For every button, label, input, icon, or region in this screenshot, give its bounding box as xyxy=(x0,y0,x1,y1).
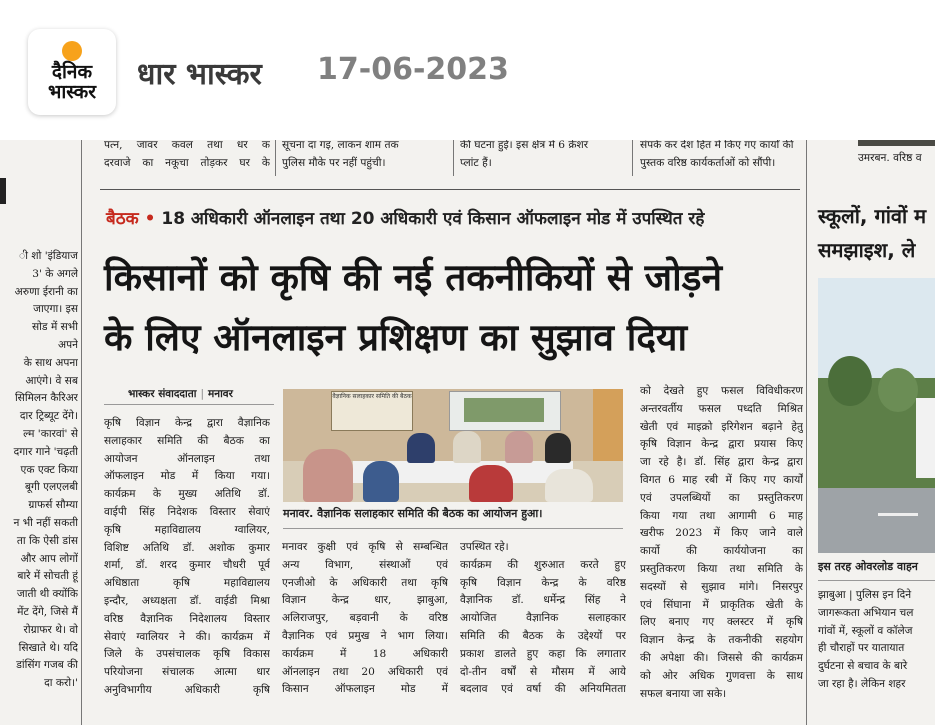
text-line: जिले के उपसंचालक कृषि विकास xyxy=(104,648,270,661)
article-column-1 xyxy=(104,415,270,700)
right-photo-caption: इस तरह ओवरलोड वाहन xyxy=(818,560,918,573)
snippet-line: पुस्तक वरिष्ठ कार्यकर्ताओं को सौंपी। xyxy=(640,156,776,169)
sun-icon xyxy=(62,41,82,61)
newspaper-page xyxy=(0,140,935,725)
text-line: के साथ अपना xyxy=(23,356,78,369)
text-line: उपस्थित रहे। xyxy=(460,541,509,553)
text-line: कार्यक्रम की शुरुआत करते हुए xyxy=(460,558,626,571)
text-line: जाएगा। इस xyxy=(33,303,78,316)
text-line: कार्यो की कार्ययोजना का xyxy=(640,545,803,558)
text-line: एक एक्ट किया xyxy=(20,463,78,476)
text-line: आयोजन ऑनलाइन तथा xyxy=(104,452,270,465)
byline-place: मनावर xyxy=(207,388,233,400)
column-divider xyxy=(81,140,82,725)
logo-text-line1: दैनिक xyxy=(51,61,93,83)
attendee xyxy=(545,433,571,463)
photo-caption: मनावर. वैज्ञानिक सलाहकार समिति की बैठक का आयोजन हुआ। xyxy=(283,507,543,520)
text-line: ता कि ऐसी डांस xyxy=(16,534,78,547)
top-snippet-2 xyxy=(282,140,448,173)
text-line: ऑफलाइन मोड में किया गया। xyxy=(104,470,270,483)
caption-rule xyxy=(283,528,623,529)
text-line: परियोजना संचालक आत्मा धार xyxy=(104,666,270,679)
attendee xyxy=(505,431,533,463)
text-line: गांवों में, स्कूलों व कॉलेज xyxy=(818,624,913,637)
text-line: अलिराजपुर, बड़वानी के वरिष्ठ xyxy=(282,612,448,625)
road-photo xyxy=(818,278,935,553)
app-header xyxy=(0,0,935,140)
attendee xyxy=(363,461,399,502)
snippet-line: दरवाजे का नकूचा तोड़कर घर के xyxy=(104,156,270,169)
text-line: शर्मा, डॉ. शरद कुमार चौधरी पूर्व xyxy=(104,559,270,572)
text-line: आयोजित वैज्ञानिक सलाहकार xyxy=(460,612,626,625)
bullet-icon: • xyxy=(144,209,156,229)
text-line: दुर्घटना से बचाव के बारे xyxy=(818,660,908,673)
attendee xyxy=(407,433,435,463)
text-line: अपने xyxy=(58,338,78,351)
edition-date: 17-06-2023 xyxy=(317,52,509,87)
text-line: विज्ञान केन्द्र धार, झाबुआ, xyxy=(282,594,448,607)
text-line: सलाहकार समिति की बैठक का xyxy=(104,434,270,447)
text-line: न भी नहीं सकती xyxy=(13,516,78,529)
attendee xyxy=(545,469,593,502)
left-cut-marker xyxy=(0,178,6,204)
road-marking xyxy=(878,513,918,516)
right-headline-line-1: स्कूलों, गांवों म xyxy=(818,204,927,228)
vehicle xyxy=(916,398,935,478)
text-line: कृषि महाविद्यालय ग्वालियर, xyxy=(104,523,270,536)
byline-separator: | xyxy=(200,388,204,400)
screen-slide xyxy=(464,398,544,422)
publication-title: धार भास्कर xyxy=(137,57,262,92)
text-line: विज्ञान केन्द्र के तकनीकी सहयोग xyxy=(640,634,803,647)
logo-text-line2: भास्कर xyxy=(47,81,97,103)
column-divider xyxy=(806,140,807,725)
byline xyxy=(128,387,233,401)
text-line: खरीफ 2023 में किए जाने वाले xyxy=(640,527,803,540)
text-line: दार ट्रिब्यूट देंगे। xyxy=(19,410,78,423)
top-snippet-5 xyxy=(858,150,935,168)
top-snippet-1 xyxy=(104,140,270,173)
text-line: एवं उपलब्धियों का प्रस्तुतिकरण xyxy=(640,491,803,504)
text-line: इन्दौर, अध्यक्षता डॉ. वाईडी मिश्रा xyxy=(104,594,270,607)
text-line: 3' के अगले xyxy=(32,267,78,280)
text-line: कृषि विज्ञान केन्द्र के वरिष्ठ xyxy=(460,576,626,589)
text-line: ही चौराहों पर यातायात xyxy=(818,642,905,655)
text-line: को देखते हुए फसल विविधीकरण xyxy=(640,385,803,397)
snippet-line: उमरबन. वरिष्ठ व xyxy=(858,152,922,164)
text-line: किसान ऑफलाइन मोड में xyxy=(282,683,448,696)
text-line: कार्यक्रम के मुख्य अतिथि डॉ. xyxy=(104,488,270,501)
text-line: वाईपी सिंह निदेशक विस्तार सेवाएं xyxy=(104,505,270,518)
dainik-bhaskar-logo[interactable] xyxy=(28,29,116,115)
text-line: एनजीओ के अधिकारी तथा कृषि xyxy=(282,576,448,589)
text-line: प्रकाश डालते हुए कहा कि लगातार xyxy=(460,647,626,660)
snippet-line: पुलिस मौके पर नहीं पहुंची। xyxy=(282,156,386,169)
top-right-photo-strip xyxy=(858,140,935,146)
text-line: मनावर कुक्षी एवं कृषि से सम्बन्धित xyxy=(282,541,448,553)
photo-window xyxy=(593,389,623,461)
text-line: की अपेक्षा की। जिससे की कार्यक्रम xyxy=(640,651,803,664)
article-column-4 xyxy=(640,383,803,703)
snippet-line: संपर्क कर देश हित में किए गए कार्यों की xyxy=(640,140,794,151)
top-snippet-3 xyxy=(460,140,630,173)
meeting-photo xyxy=(283,389,623,502)
text-line: कृषि विज्ञान केन्द्र द्वारा प्रयास किए xyxy=(640,438,803,451)
text-line: ल्म 'कारवां' से xyxy=(23,427,78,440)
text-line: डांसिंग गजब की xyxy=(16,659,78,672)
right-headline-line-2: समझाइश, ले xyxy=(818,238,916,262)
text-line: जा रहे है। डॉ. सिंह द्वारा केन्द्र द्वारा xyxy=(640,456,803,469)
text-line: अरुणा ईरानी का xyxy=(14,285,78,298)
attendee xyxy=(469,465,513,502)
text-line: वरिष्ठ वैज्ञानिक निदेशालय विस्तार xyxy=(104,612,270,625)
text-line: वैज्ञानिक एवं प्रमुख ने भाग लिया। xyxy=(282,629,448,642)
text-line: अन्तरवर्तीय फसल पध्दति मिश्रित xyxy=(640,402,803,415)
text-line: विगत 6 माह रबी में किए गए कार्यों xyxy=(640,473,803,486)
text-line: को ओर अधिक गुणवत्ता के साथ xyxy=(640,669,803,682)
text-line: किया गया तथा आगामी 6 माह xyxy=(640,509,803,522)
attendee xyxy=(303,449,353,502)
text-line: अधिष्ठाता कृषि महाविद्यालय xyxy=(104,577,270,590)
right-column-text xyxy=(818,587,935,694)
text-line: अन्य विभाग, संस्थाओं एवं xyxy=(282,558,448,571)
kicker-text: 18 अधिकारी ऑनलाइन तथा 20 अधिकारी एवं किसान ऑफलाइन मोड में उपस्थित रहे xyxy=(161,209,705,229)
text-line: एवं सिंघाना में प्राकृतिक खेती के xyxy=(640,598,803,611)
text-line: बारे में सोचती हूं xyxy=(17,570,78,583)
text-line: वैज्ञानिक डॉ. धर्मेन्द्र सिंह ने xyxy=(460,594,626,607)
text-line: आएंगे। वे सब xyxy=(25,374,78,387)
text-line: दगार गाने 'चढ़ती xyxy=(13,445,78,458)
text-line: जाती थी क्योंकि xyxy=(16,588,78,601)
snippet-line: सूचना दा गइ, लाकन शाम तक xyxy=(282,140,399,151)
text-line: विशिष्ट अतिथि डॉ. अशोक कुमार xyxy=(104,541,270,554)
text-line: झाबुआ | पुलिस इन दिने xyxy=(818,589,912,601)
snippet-line: की घटना हुई। इस क्षेत्र में 6 क्रेशर xyxy=(460,140,589,151)
right-caption-rule xyxy=(818,580,935,581)
text-line: प्रस्तुतिकरण किया तथा समिति के xyxy=(640,562,803,575)
left-column-text xyxy=(0,248,78,693)
headline-line-1: किसानों को कृषि की नई तकनीकियों से जोड़ने xyxy=(104,256,723,299)
tree xyxy=(828,356,872,406)
kicker-label: बैठक xyxy=(106,209,139,229)
text-line: और आप लोगों xyxy=(20,552,78,565)
column-divider xyxy=(275,140,276,176)
snippet-line: पत्न, जावर कवल तथा धर क xyxy=(104,140,270,151)
article-top-rule xyxy=(100,189,800,190)
text-line: सिखाते थे। यदि xyxy=(18,641,78,654)
headline-line-2: के लिए ऑनलाइन प्रशिक्षण का सुझाव दिया xyxy=(104,316,688,359)
text-line: मेंट देंगे, जिसे मैं xyxy=(17,605,78,618)
text-line: बदलाव एवं वर्षा की अनियमितता xyxy=(460,683,626,696)
text-line: दा करो।' xyxy=(44,677,78,690)
text-line: कृषि विज्ञान केन्द्र द्वारा वैज्ञानिक xyxy=(104,417,270,429)
text-line: बूगी एलएलबी xyxy=(25,481,78,494)
article-column-2 xyxy=(282,539,448,699)
text-line: सिमिलन कैरिअर xyxy=(14,392,78,405)
text-line: अनुविभागीय अधिकारी कृषि xyxy=(104,683,270,696)
text-line: सफल बनाया जा सके। xyxy=(640,687,727,700)
attendee xyxy=(453,431,481,463)
text-line: रोग्राफर थे। वो xyxy=(23,623,78,636)
text-line: खेती एवं माइक्रो इरिगेशन बढ़ाने हेतु xyxy=(640,420,803,433)
road xyxy=(818,488,935,553)
article-kicker xyxy=(106,206,704,229)
text-line: ग्राफर्स सौम्या xyxy=(28,499,78,512)
column-divider xyxy=(632,140,633,176)
byline-rule xyxy=(104,404,274,405)
text-line: समिति की बैठक के उद्देश्यों पर xyxy=(460,629,626,642)
text-line: कार्यक्रम में 18 अधिकारी xyxy=(282,647,448,660)
text-line: सेवाएं ग्वालियर ने की। कार्यक्रम में xyxy=(104,630,270,643)
projection-screen xyxy=(449,391,561,431)
text-line: सदस्यों से सुझाव मांगे। निसरपुर xyxy=(640,580,803,593)
column-divider xyxy=(453,140,454,176)
photo-banner xyxy=(331,391,413,431)
tree xyxy=(878,368,918,412)
text-line: सोड में सभी xyxy=(32,321,78,334)
text-line: ी शो 'इंडियाज xyxy=(19,250,78,262)
byline-name: भास्कर संवाददाता xyxy=(128,388,197,400)
top-snippet-4 xyxy=(640,140,810,173)
text-line: दो-तीन वर्षों से मौसम में आये xyxy=(460,665,626,678)
text-line: ऑनलाइन तथा 20 अधिकारी एवं xyxy=(282,665,448,678)
article-column-3 xyxy=(460,539,626,699)
text-line: जा रहा है। लेकिन शहर xyxy=(818,677,906,690)
snippet-line: प्लांट हैं। xyxy=(460,156,492,169)
text-line: लिए बनाए गए क्लस्टर में कृषि xyxy=(640,616,803,629)
photo-banner-text: वैज्ञानिक सलाहकार समिति की बैठक xyxy=(332,393,412,400)
text-line: जागरूकता अभियान चल xyxy=(818,606,914,619)
